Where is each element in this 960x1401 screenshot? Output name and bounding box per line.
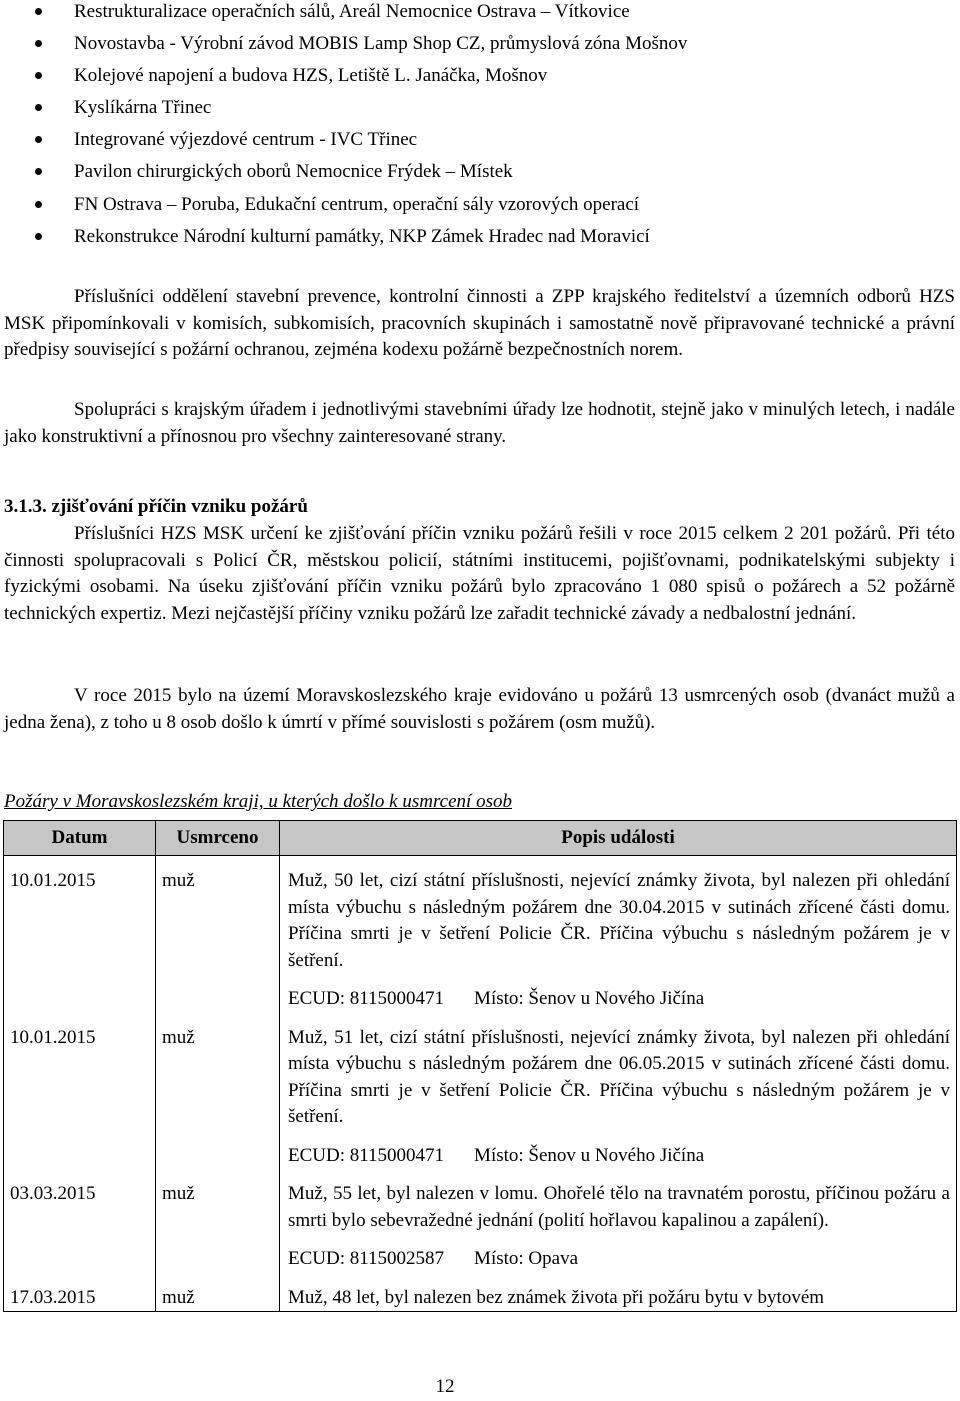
bullet-icon <box>35 104 42 111</box>
cell-victim: muž <box>156 1273 280 1312</box>
cell-date: 03.03.2015 <box>4 1169 156 1273</box>
list-item-text: Pavilon chirurgických oborů Nemocnice Frýdek – Místek <box>74 161 513 183</box>
list-item <box>0 127 960 159</box>
bullet-icon <box>35 8 42 15</box>
cell-victim: muž <box>156 856 280 1013</box>
list-item <box>0 0 960 31</box>
page-number: 12 <box>435 1376 455 1397</box>
list-item-text: Kolejové napojení a budova HZS, Letiště L. Janáčka, Mošnov <box>74 65 548 87</box>
fatal-fires-table <box>3 820 957 1312</box>
bullet-icon <box>35 136 42 143</box>
ecud-number: ECUD: 8115000471 <box>288 1144 445 1166</box>
paragraph-fatalities: V roce 2015 bylo na území Moravskoslezského kraje evidováno u požárů 13 usmrcených osob (dvanáct mužů a jedna žena), z toho u 8 osob došlo k úmrtí v přímé souvislosti s požárem (osm mužů). <box>4 685 955 733</box>
list-item-text: Rekonstrukce Národní kulturní památky, NKP Zámek Hradec nad Moravicí <box>74 225 650 247</box>
list-item-text: FN Ostrava – Poruba, Edukační centrum, operační sály vzorových operací <box>74 193 640 215</box>
event-meta <box>288 986 950 1013</box>
header-date: Datum <box>4 821 156 856</box>
list-item <box>0 192 960 224</box>
bullet-icon <box>35 40 42 47</box>
header-victim: Usmrceno <box>156 821 280 856</box>
list-item-text: Kyslíkárna Třinec <box>74 97 212 119</box>
cell-description <box>280 856 957 1013</box>
event-description: Muž, 50 let, cizí státní příslušnosti, nejevící známky života, byl nalezen při ohledání místa výbuchu s následným požárem dne 30.04.2015 v sutinách zřícené části domu. Příčina smrti je v šetření Policie ČR. Příčina výbuchu s následným požárem je v šetření. <box>288 870 950 971</box>
list-item <box>0 31 960 63</box>
header-description: Popis události <box>280 821 957 856</box>
event-place: Místo: Šenov u Nového Jičína <box>474 988 705 1009</box>
paragraph-cooperation: Spolupráci s krajským úřadem i jednotlivými stavebními úřady lze hodnotit, stejně jako v minulých letech, i nadále jako konstruktivní a přínosnou pro všechny zainteresované strany. <box>4 399 955 447</box>
event-description: Muž, 48 let, byl nalezen bez známek života při požáru bytu v bytovém <box>288 1286 825 1308</box>
list-item <box>0 95 960 127</box>
event-meta <box>288 1143 950 1170</box>
cell-description <box>280 1169 957 1273</box>
section-title: zjišťování příčin vzniku požárů <box>51 496 308 517</box>
cell-victim: muž <box>156 1169 280 1273</box>
table-caption: Požáry v Moravskoslezském kraji, u kterých došlo k usmrcení osob <box>4 791 512 812</box>
cell-description <box>280 1013 957 1170</box>
list-item-text: Restrukturalizace operačních sálů, Areál Nemocnice Ostrava – Vítkovice <box>74 1 630 22</box>
bullet-icon <box>35 233 42 240</box>
cell-date: 17.03.2015 <box>4 1273 156 1312</box>
paragraph-comments: Příslušníci oddělení stavební prevence, kontrolní činnosti a ZPP krajského ředitelství a územních odborů HZS MSK připomínkovali v komisích, subkomisích, pracovních skupinách i samostatně nově připravované technické a právní předpisy související s požární ochranou, zejména kodexu požárně bezpečnostních norem. <box>4 286 955 360</box>
list-item-text: Novostavba - Výrobní závod MOBIS Lamp Shop CZ, průmyslová zóna Mošnov <box>74 33 688 55</box>
bullet-icon <box>35 201 42 208</box>
cell-victim: muž <box>156 1013 280 1170</box>
ecud-number: ECUD: 8115000471 <box>288 988 445 1009</box>
table-row <box>4 856 957 1013</box>
section-number: 3.1.3. <box>4 496 47 517</box>
list-item-text: Integrované výjezdové centrum - IVC Třinec <box>74 129 418 151</box>
table-row <box>4 1273 957 1312</box>
list-item <box>0 63 960 95</box>
paragraph-fire-investigation: Příslušníci HZS MSK určení ke zjišťování příčin vzniku požárů řešili v roce 2015 celkem 2 201 požárů. Při této činnosti spolupracovali s Policí ČR, městskou policií, státními institucemi, pojišťovnami, podnikatelskými subjekty i fyzickými osobami. Na úseku zjišťování příčin vzniku požárů bylo zpracováno 1 080 spisů o požárech a 52 požárně technických expertiz. Mezi nejčastější příčiny vzniku požárů lze zařadit technické závady a nedbalostní jednání. <box>4 523 955 624</box>
list-item <box>0 224 960 256</box>
table-row <box>4 1169 957 1273</box>
table-header-row <box>4 821 957 856</box>
project-list <box>0 0 960 256</box>
bullet-icon <box>35 72 42 79</box>
cell-date: 10.01.2015 <box>4 1013 156 1170</box>
cell-description <box>280 1273 957 1312</box>
event-place: Místo: Šenov u Nového Jičína <box>474 1144 705 1166</box>
bullet-icon <box>35 168 42 175</box>
event-place: Místo: Opava <box>474 1248 579 1269</box>
ecud-number: ECUD: 8115002587 <box>288 1248 445 1269</box>
list-item <box>0 159 960 191</box>
cell-date: 10.01.2015 <box>4 856 156 1013</box>
event-meta <box>288 1246 950 1273</box>
section-heading <box>4 494 308 521</box>
event-description: Muž, 55 let, byl nalezen v lomu. Ohořelé tělo na travnatém porostu, příčinou požáru a smrti bylo sebevražedné jednání (polití hořlavou kapalinou a zapálení). <box>288 1183 950 1231</box>
table-row <box>4 1013 957 1170</box>
event-description: Muž, 51 let, cizí státní příslušnosti, nejevící známky života, byl nalezen při ohledání místa výbuchu s následným požárem dne 06.05.2015 v sutinách zřícené části domu. Příčina smrti je v šetření Policie ČR. Příčina výbuchu s následným požárem je v šetření. <box>288 1026 950 1127</box>
